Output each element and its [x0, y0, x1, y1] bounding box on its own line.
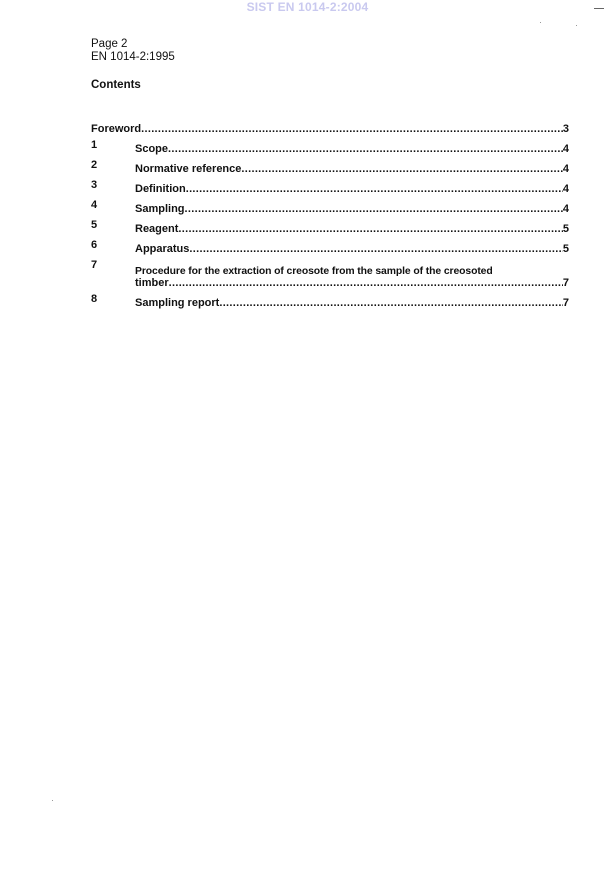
leader-dots: [178, 223, 562, 235]
leader-dots: [219, 297, 563, 309]
leader-dots: [241, 163, 562, 175]
toc-number: 6: [91, 239, 98, 251]
toc-page: 4: [562, 163, 569, 175]
leader-dots: [169, 277, 563, 289]
scan-speck: [576, 25, 577, 26]
contents-heading: Contents: [91, 79, 141, 91]
scan-speck: [52, 800, 53, 801]
toc-page: 7: [562, 297, 569, 309]
toc-page: 4: [562, 143, 569, 155]
toc-entry[interactable]: [91, 255, 569, 289]
toc-title: Normative reference: [135, 163, 242, 175]
toc-number: 2: [91, 159, 98, 171]
watermark: SIST EN 1014-2:2004: [246, 0, 369, 14]
toc-page: 4: [562, 183, 569, 195]
toc-entry[interactable]: [91, 235, 569, 255]
table-of-contents: [91, 115, 569, 309]
toc-title: timber: [135, 277, 169, 289]
toc-title: Foreword: [91, 123, 142, 135]
scan-speck: [540, 22, 541, 23]
leader-dots: [189, 243, 562, 255]
toc-entry[interactable]: [91, 215, 569, 235]
toc-title: Sampling report: [135, 297, 220, 309]
toc-page: 4: [562, 203, 569, 215]
leader-dots: [185, 203, 563, 215]
toc-title: Sampling: [135, 203, 185, 215]
toc-title: Definition: [135, 183, 186, 195]
toc-page: 7: [562, 277, 569, 289]
toc-number: 8: [91, 293, 98, 305]
toc-entry[interactable]: [91, 155, 569, 175]
toc-title: Scope: [135, 143, 169, 155]
toc-number: 3: [91, 179, 98, 191]
scan-mark: [594, 8, 604, 9]
toc-entry[interactable]: [91, 175, 569, 195]
toc-entry[interactable]: [91, 289, 569, 309]
toc-number: 1: [91, 139, 98, 151]
toc-page: 3: [562, 123, 569, 135]
toc-entry-foreword[interactable]: [91, 115, 569, 135]
toc-title: Reagent: [135, 223, 179, 235]
leader-dots: [168, 143, 563, 155]
toc-title: Apparatus: [135, 243, 190, 255]
toc-number: 4: [91, 199, 98, 211]
leader-dots: [141, 123, 563, 135]
toc-page: 5: [562, 223, 569, 235]
toc-entry[interactable]: [91, 195, 569, 215]
leader-dots: [186, 183, 563, 195]
standard-id: EN 1014-2:1995: [91, 50, 175, 63]
toc-title-line1: Procedure for the extraction of creosote from the sample of the creosoted: [135, 266, 493, 277]
toc-number: 7: [91, 259, 98, 271]
page-header: [91, 38, 175, 63]
page-number: Page 2: [91, 38, 128, 50]
toc-number: 5: [91, 219, 98, 231]
toc-entry[interactable]: [91, 135, 569, 155]
toc-page: 5: [562, 243, 569, 255]
